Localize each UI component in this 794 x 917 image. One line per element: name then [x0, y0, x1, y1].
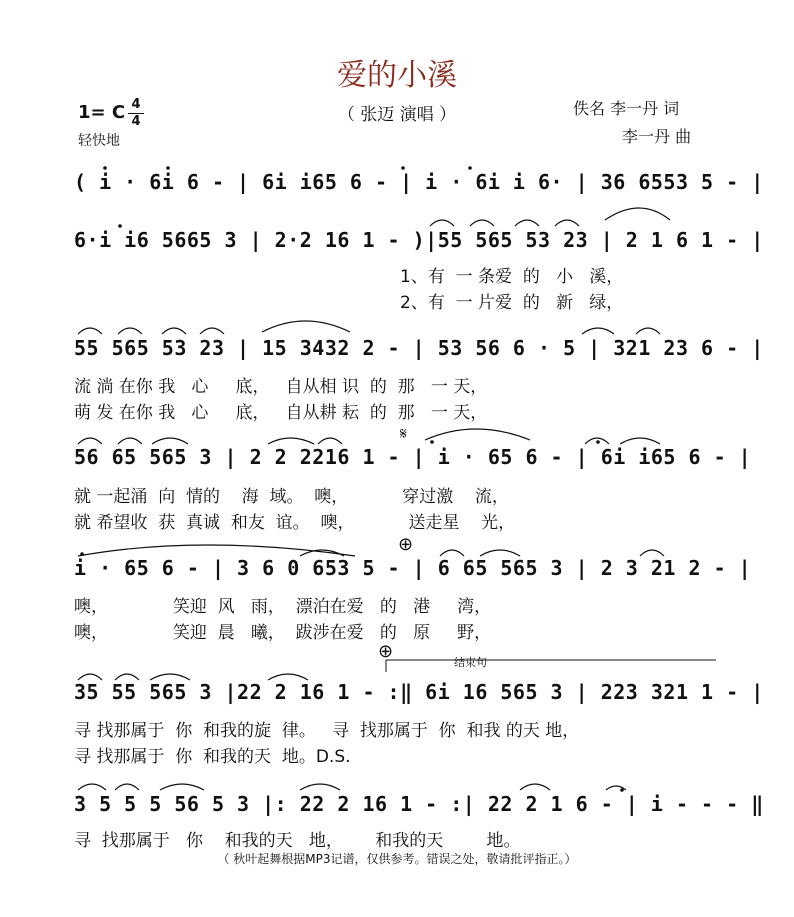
music-line-3: 55 565 53 23 | 15 3432 2 - | 53 56 6 · 5 | 321 23 6 - | — [74, 336, 764, 360]
lyricist-credit: 佚名 李一丹 词 — [573, 99, 680, 118]
singer-credit: （ 张迈 演唱 ） — [337, 105, 457, 125]
time-signature-top: 4 — [131, 97, 141, 112]
lyric-line-4-verse-2: 就 希望收 获 真诚 和友 谊。 噢， 送走星 光， — [74, 513, 516, 533]
music-line-4: 56 65 565 3 | 2 2 2216 1 - | i · 65 6 - | 6i i65 6 - | — [74, 445, 752, 469]
lyric-line-5-verse-2: 噢， 笑迎 晨 曦， 跋涉在爱 的 原 野， — [74, 623, 492, 643]
music-line-5: i · 65 6 - | 3 6 0 653 5 - | 6 65 565 3 | 2 3 21 2 - | — [74, 556, 752, 580]
key-signature: 1= C — [78, 102, 126, 123]
time-signature-bottom: 4 — [131, 114, 141, 129]
lyric-line-3-verse-1: 流 淌 在你 我 心 底， 自从相 识 的 那 一 天， — [74, 377, 488, 397]
lyric-line-7: 寻 找那属于 你 和我的天 地， 和我的天 地。 — [74, 831, 521, 851]
lyric-line-6-verse-2: 寻 找那属于 你 和我的天 地。D.S. — [74, 747, 351, 767]
music-line-2: 6·i i6 5665 3 | 2·2 16 1 - )|55 565 53 23 | 2 1 6 1 - | — [74, 228, 764, 252]
music-line-1: ( i · 6i 6 - | 6i i65 6 - | i · 6i i 6· | 36 6553 5 - | — [74, 170, 764, 194]
octave-dots — [80, 166, 624, 792]
lyric-line-6-verse-1: 寻 找那属于 你 和我的旋 律。 寻 找那属于 你 和我 的天 地， — [74, 721, 580, 741]
lyric-line-2-verse-1: 1、有 一 条爱 的 小 溪， — [400, 267, 624, 287]
lyric-line-4-verse-1: 就 一起涌 向 情的 海 域。 噢， 穿过激 流， — [74, 487, 509, 507]
song-title: 爱的小溪 — [337, 58, 457, 93]
lyric-line-5-verse-1: 噢， 笑迎 风 雨， 漂泊在爱 的 港 湾， — [74, 597, 492, 617]
ending-bracket — [386, 660, 716, 672]
ending-label: 结束句 — [454, 656, 487, 669]
footer-note: （ 秋叶起舞根据MP3记谱，仅供参考。错误之处，敬请批评指正。） — [217, 852, 577, 866]
segno-sign: 𝄋 — [400, 424, 407, 443]
music-line-7: 3 5 5 5 56 5 3 |: 22 2 16 1 - :| 22 2 1 6 - | i - - - ‖ — [74, 792, 764, 816]
lyric-line-3-verse-2: 萌 发 在你 我 心 底， 自从耕 耘 的 那 一 天， — [74, 403, 488, 423]
music-line-6: 35 55 565 3 |22 2 16 1 - :‖ 6i 16 565 3 | 223 321 1 - | — [74, 680, 764, 704]
coda-sign-1: ⊕ — [398, 534, 414, 555]
lyric-line-2-verse-2: 2、有 一 片爱 的 新 绿， — [400, 293, 624, 313]
coda-sign-2: ⊕ — [378, 641, 394, 662]
tempo-marking: 轻快地 — [78, 133, 120, 149]
slurs — [78, 208, 670, 790]
composer-credit: 李一丹 曲 — [622, 127, 692, 146]
